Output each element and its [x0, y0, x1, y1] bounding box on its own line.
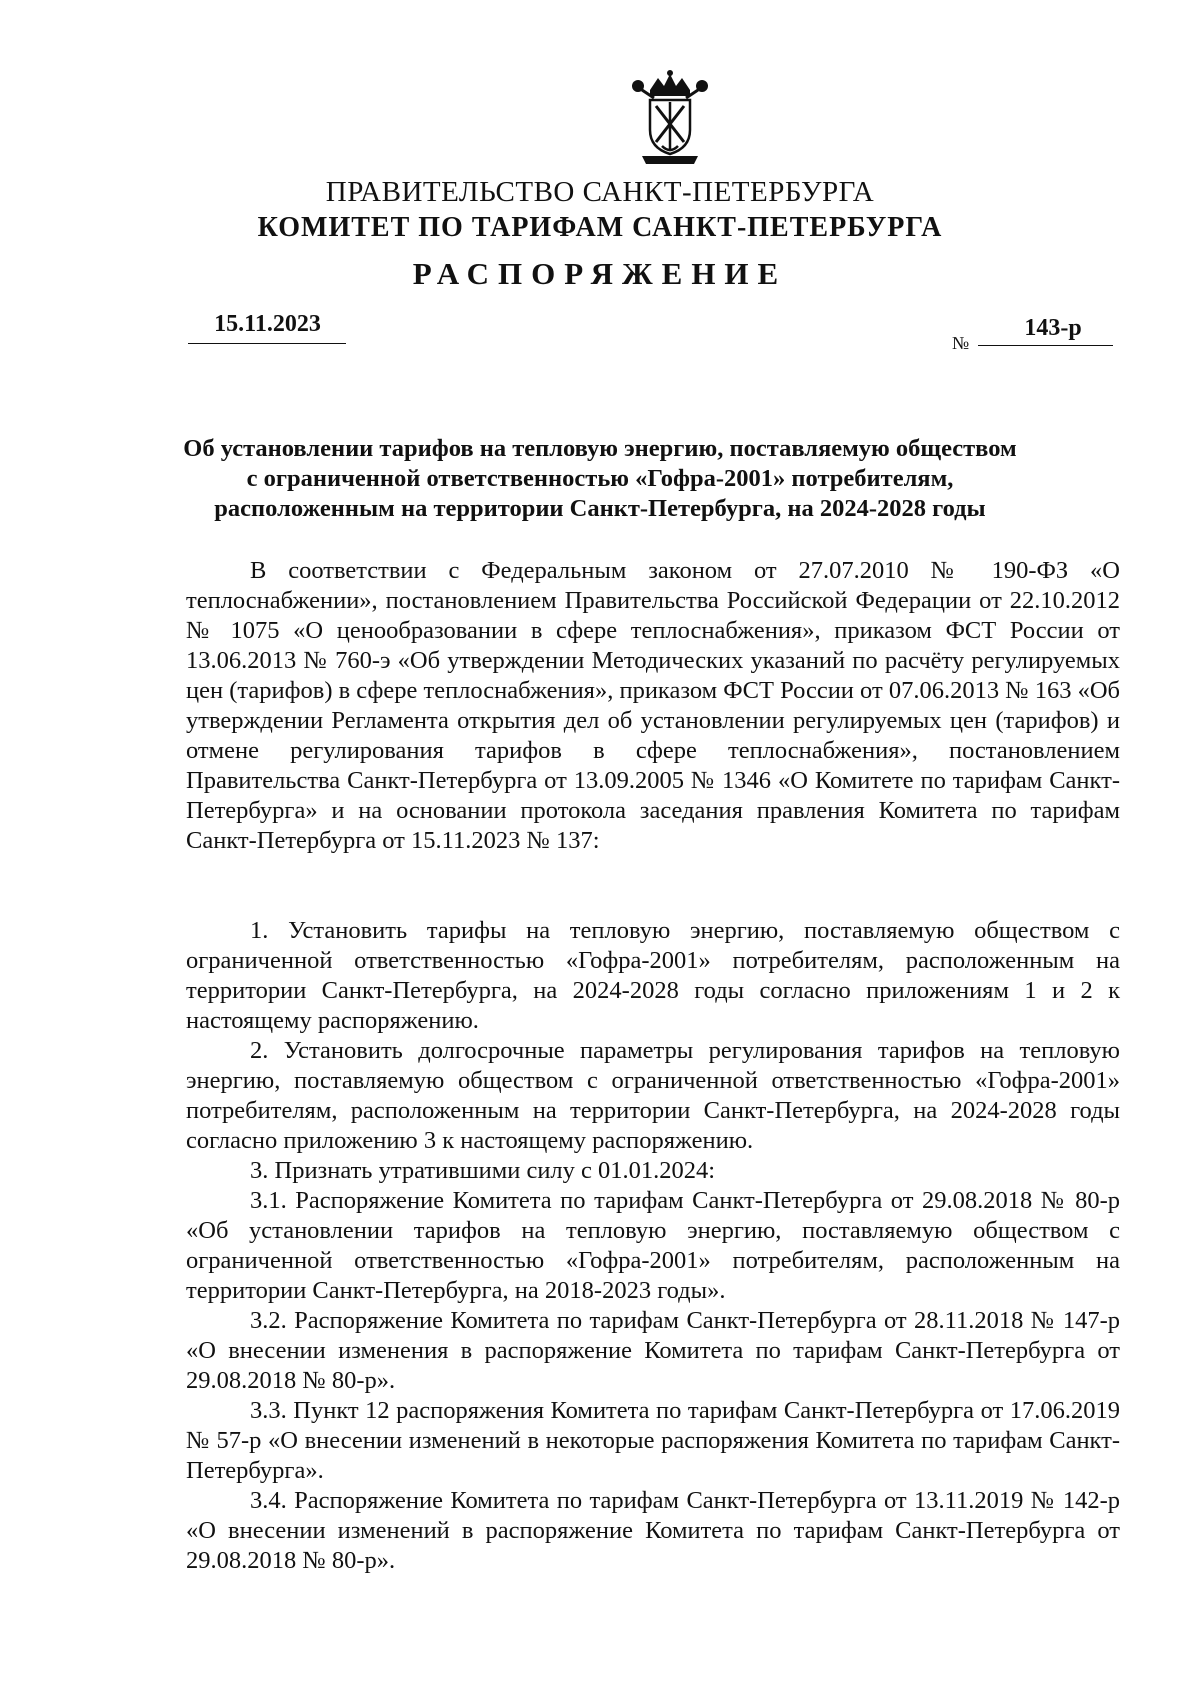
decision-item: 3.2. Распоряжение Комитета по тарифам Санкт-Петербурга от 28.11.2018 № 147-р «О внесении изменения в распоряжение Комитета по тарифам Санкт-Петербурга от 29.08.2018 № 80-р».	[186, 1307, 1120, 1394]
committee-name: КОМИТЕТ ПО ТАРИФАМ САНКТ-ПЕТЕРБУРГА	[257, 212, 943, 243]
decision-item: 3. Признать утратившими силу с 01.01.2024:	[250, 1157, 716, 1184]
preamble	[186, 556, 1120, 856]
document-date: 15.11.2023	[214, 311, 321, 337]
title-line: с ограниченной ответственностью «Гофра-2001» потребителям,	[246, 465, 954, 492]
decision-item: 3.4. Распоряжение Комитета по тарифам Санкт-Петербурга от 13.11.2019 № 142-р «О внесении изменений в распоряжение Комитета по тарифам Санкт-Петербурга от 29.08.2018 № 80-р».	[186, 1487, 1120, 1574]
government-name: ПРАВИТЕЛЬСТВО САНКТ-ПЕТЕРБУРГА	[325, 176, 875, 208]
decision-item: 3.3. Пункт 12 распоряжения Комитета по тарифам Санкт-Петербурга от 17.06.2019 № 57-р «О внесении изменений в некоторые распоряжения Комитета по тарифам Санкт-Петербурга».	[186, 1397, 1120, 1484]
decision-item: 3.1. Распоряжение Комитета по тарифам Санкт-Петербурга от 29.08.2018 № 80-р «Об установлении тарифов на тепловую энергию, поставляемую обществом с ограниченной ответственностью «Гофра-2001» потребителям, расположенным на территории Санкт-Петербурга, на 2018-2023 годы».	[186, 1187, 1120, 1304]
title-line: расположенным на территории Санкт-Петербурга, на 2024-2028 годы	[214, 495, 986, 522]
number-underline	[978, 345, 1113, 346]
document-number: 143-р	[1024, 315, 1082, 341]
title-line: Об установлении тарифов на тепловую энергию, поставляемую обществом	[183, 435, 1017, 462]
document-type: РАСПОРЯЖЕНИЕ	[412, 256, 788, 291]
preamble-paragraph: В соответствии с Федеральным законом от 27.07.2010 № 190-ФЗ «О теплоснабжении», постановлением Правительства Российской Федерации от 22.10.2012 № 1075 «О ценообразовании в сфере теплоснабжения», приказом ФСТ России от 13.06.2013 № 760-э «Об утверждении Методических указаний по расчёту регулируемых цен (тарифов) в сфере теплоснабжения», приказом ФСТ России от 07.06.2013 № 163 «Об утверждении Регламента открытия дел об установлении регулируемых цен (тарифов) и отмене регулирования тарифов в сфере теплоснабжения», постановлением Правительства Санкт-Петербурга от 13.09.2005 № 1346 «О Комитете по тарифам Санкт-Петербурга» и на основании протокола заседания правления Комитета по тарифам Санкт-Петербурга от 15.11.2023 № 137:	[186, 557, 1120, 854]
coat-of-arms-icon	[620, 68, 720, 168]
decision-items	[186, 916, 1120, 1576]
decision-item: 2. Установить долгосрочные параметры регулирования тарифов на тепловую энергию, поставляемую обществом с ограниченной ответственностью «Гофра-2001» потребителям, расположенным на территории Санкт-Петербурга, на 2024-2028 годы согласно приложению 3 к настоящему распоряжению.	[186, 1037, 1120, 1154]
date-underline	[188, 343, 346, 344]
number-sign: №	[952, 333, 970, 353]
document-title	[180, 434, 1020, 524]
decision-item: 1. Установить тарифы на тепловую энергию, поставляемую обществом с ограниченной ответственностью «Гофра-2001» потребителям, расположенным на территории Санкт-Петербурга, на 2024-2028 годы согласно приложениям 1 и 2 к настоящему распоряжению.	[186, 917, 1120, 1034]
